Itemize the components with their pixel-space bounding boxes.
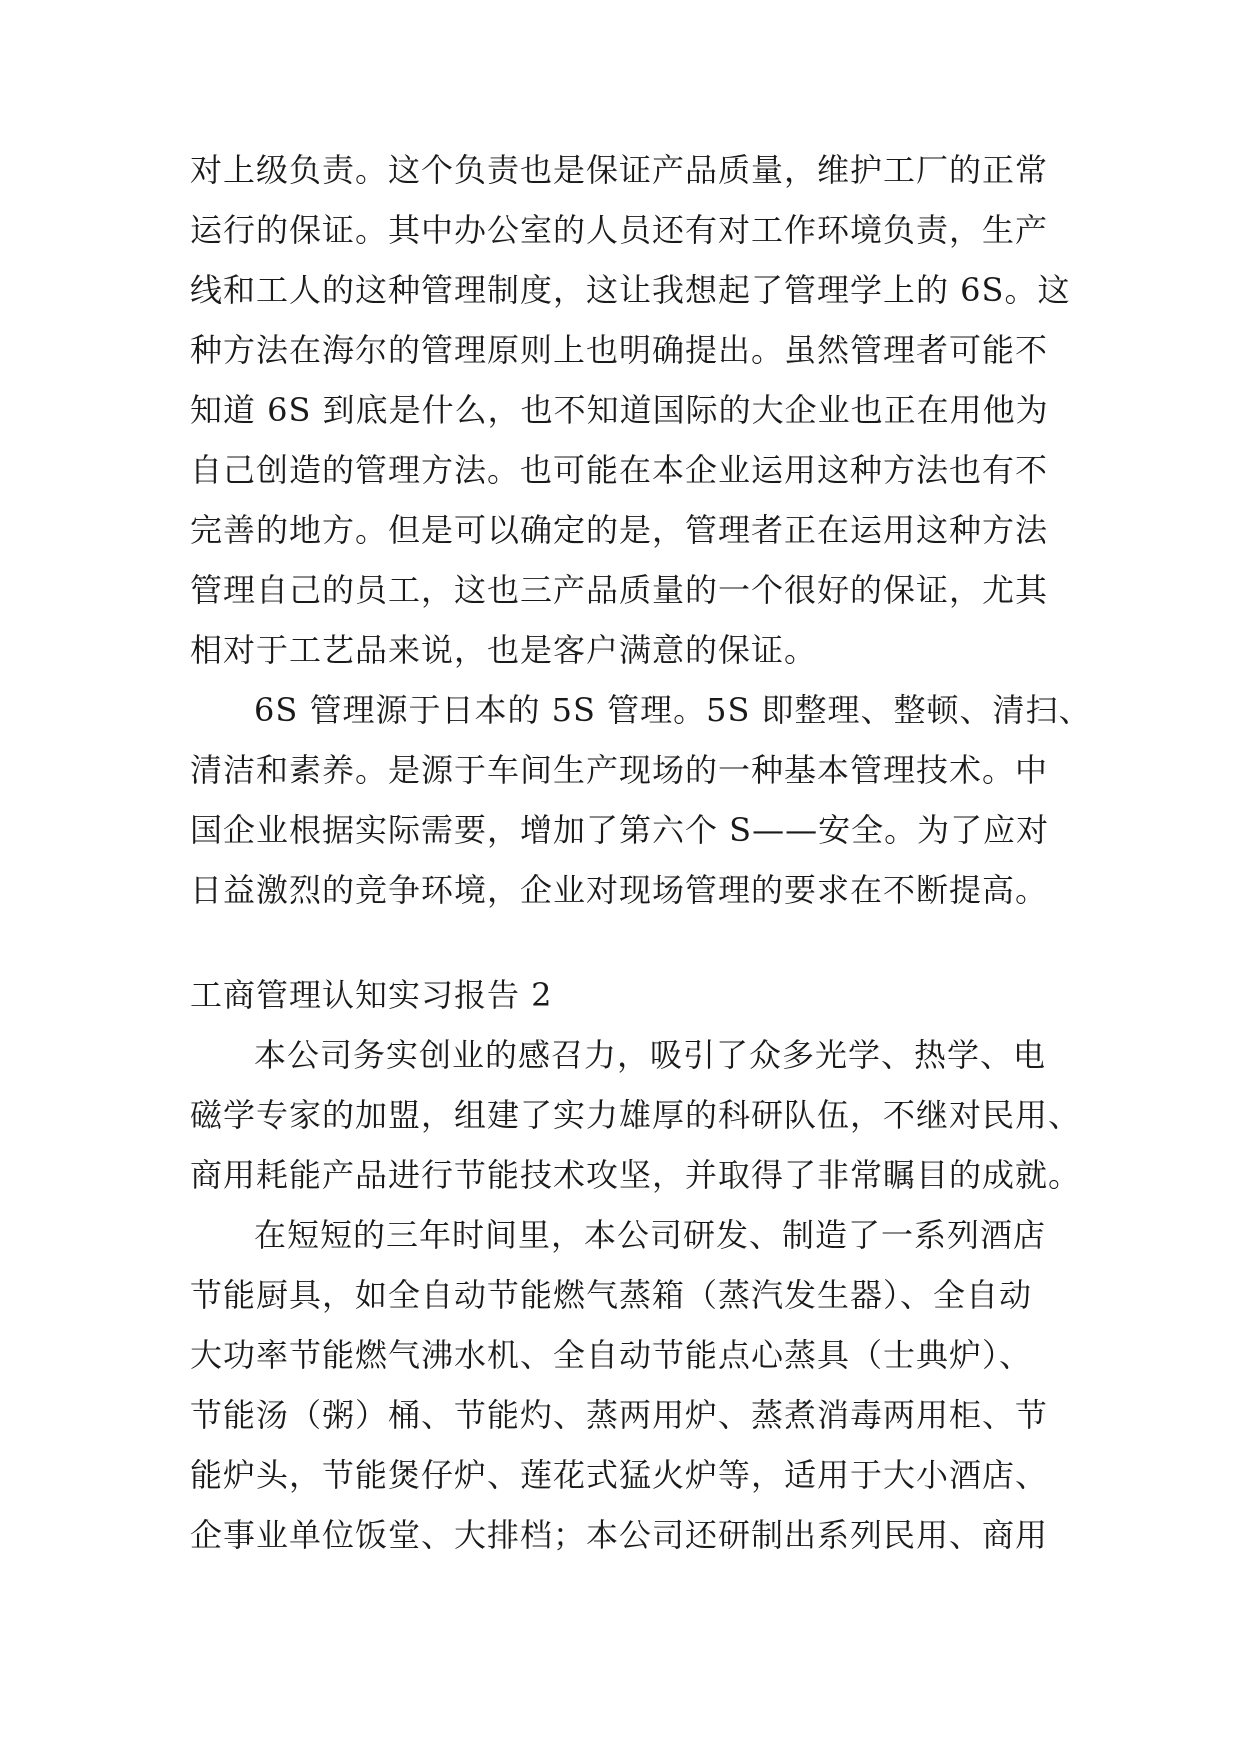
paragraph-2-line-2: 清洁和素养。是源于车间生产现场的一种基本管理技术。中 (190, 751, 1049, 789)
paragraph-1-line-5: 知道 6S 到底是什么，也不知道国际的大企业也正在用他为 (190, 391, 1049, 429)
paragraph-1-line-8: 管理自己的员工，这也三产品质量的一个很好的保证，尤其 (190, 571, 1049, 609)
paragraph-3-line-2: 磁学专家的加盟，组建了实力雄厚的科研队伍，不继对民用、 (190, 1096, 1082, 1134)
paragraph-1-line-6: 自己创造的管理方法。也可能在本企业运用这种方法也有不 (190, 451, 1049, 489)
paragraph-4-line-3: 大功率节能燃气沸水机、全自动节能点心蒸具（士典炉）、 (190, 1336, 1033, 1374)
paragraph-1-line-2: 运行的保证。其中办公室的人员还有对工作环境负责，生产 (190, 211, 1049, 249)
paragraph-2-line-4: 日益激烈的竞争环境，企业对现场管理的要求在不断提高。 (190, 871, 1049, 909)
paragraph-1-line-4: 种方法在海尔的管理原则上也明确提出。虽然管理者可能不 (190, 331, 1049, 369)
paragraph-4-line-6: 企事业单位饭堂、大排档；本公司还研制出系列民用、商用 (190, 1516, 1049, 1554)
paragraph-3-line-1: 本公司务实创业的感召力，吸引了众多光学、热学、电 (254, 1036, 1047, 1074)
section-title: 工商管理认知实习报告 2 (190, 976, 553, 1014)
paragraph-1-line-1: 对上级负责。这个负责也是保证产品质量，维护工厂的正常 (190, 151, 1049, 189)
paragraph-4-line-4: 节能汤（粥）桶、节能灼、蒸两用炉、蒸煮消毒两用柜、节 (190, 1396, 1049, 1434)
paragraph-4-line-2: 节能厨具，如全自动节能燃气蒸箱（蒸汽发生器）、全自动 (190, 1276, 1033, 1314)
paragraph-4-line-5: 能炉头，节能煲仔炉、莲花式猛火炉等，适用于大小酒店、 (190, 1456, 1049, 1494)
paragraph-1-line-7: 完善的地方。但是可以确定的是，管理者正在运用这种方法 (190, 511, 1049, 549)
paragraph-1-line-9: 相对于工艺品来说，也是客户满意的保证。 (190, 631, 818, 669)
paragraph-2-line-3: 国企业根据实际需要，增加了第六个 S——安全。为了应对 (190, 811, 1050, 849)
paragraph-1-line-3: 线和工人的这种管理制度，这让我想起了管理学上的 6S。这 (190, 271, 1071, 309)
paragraph-3-line-3: 商用耗能产品进行节能技术攻坚，并取得了非常瞩目的成就。 (190, 1156, 1082, 1194)
paragraph-4-line-1: 在短短的三年时间里，本公司研发、制造了一系列酒店 (254, 1216, 1047, 1254)
paragraph-2-line-1: 6S 管理源于日本的 5S 管理。5S 即整理、整顿、清扫、 (254, 691, 1092, 729)
